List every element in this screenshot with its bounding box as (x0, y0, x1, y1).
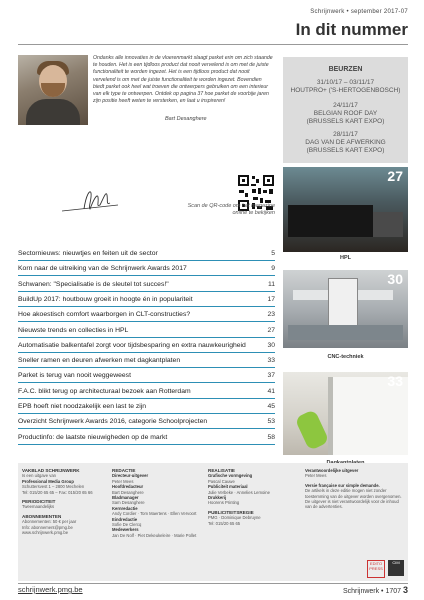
toc-page: 37 (267, 372, 275, 380)
signature-image (60, 183, 130, 219)
dagkant-image (283, 372, 408, 455)
toc-entry[interactable] (18, 309, 275, 322)
page-number: 3 (402, 585, 408, 595)
colophon-text: Info: abonnement@pmg.be (22, 524, 73, 530)
toc-page: 9 (271, 265, 275, 273)
page-info: Schrijnwerk • 1707 (342, 588, 402, 595)
toc-entry[interactable] (18, 355, 275, 368)
toc-page: 5 (271, 250, 275, 257)
colophon-text: De artikels in deze editie mogen niet zonder toestemming van de uitgever worden overgenomen. De uitgever is niet verantwoordelijk voor de inhoud van de advertenties. (305, 488, 402, 510)
colophon-heading: PERIODICITEIT (22, 499, 56, 505)
toc-title: Productinfo: de laatste nieuwigheden op de markt (18, 433, 168, 441)
colophon-role: Eindredactie (112, 516, 138, 522)
toc-page: 17 (267, 295, 275, 303)
toc-entry[interactable] (18, 432, 275, 445)
toc-page: 33 (267, 357, 275, 365)
image-page-number: 33 (387, 373, 403, 389)
beurs-item-3 (283, 131, 408, 155)
author-photo (18, 55, 88, 125)
publication-line: Schrijnwerk • september 2017-07 (310, 9, 408, 15)
colophon-heading: VAKBLAD SCHRIJNWERK (22, 468, 80, 473)
beurs-name: DAG VAN DE AFWERKING (305, 139, 386, 146)
colophon-heading: ABONNEMENTEN (22, 513, 62, 519)
colophon-col-3 (208, 468, 300, 526)
colophon-col-2 (112, 468, 204, 538)
qr-caption: Scan de QR-code om het magazine online te bekijken (187, 203, 275, 216)
colophon-text: Professional Media Group (22, 478, 74, 484)
colophon-text: Schuttersvest 1 – 2800 Mechelen (22, 484, 85, 490)
toc-title: Sneller ramen en deuren afwerken met dagkantplaten (18, 357, 181, 365)
toc-entry[interactable] (18, 294, 275, 307)
toc-entry[interactable] (18, 340, 275, 353)
colophon-text: Andy Cordier · Tom Maertens · Ellen Vervoort (112, 511, 197, 517)
toc-page: 11 (267, 280, 275, 288)
colophon-heading: REDACTIE (112, 468, 136, 473)
colophon-role: Directeur-uitgever (112, 473, 149, 479)
colophon-col-4 (305, 468, 403, 510)
colophon-text: Sofie De Clercq (112, 522, 142, 528)
page-footer (320, 585, 408, 595)
toc-title: F.A.C. blikt terug op architecturaal bezoek aan Rotterdam (18, 387, 191, 395)
colophon-text: Pascal Cauwe (208, 478, 235, 484)
colophon-role: Kernredactie (112, 505, 138, 511)
beurs-name: HOUTPRO+ ('S-HERTOGENBOSCH) (290, 87, 401, 94)
cim-logo: CIM (388, 560, 404, 576)
intro-text: Ondanks alle innovaties in de vloerenmarkt slaagt parket erin om zich staande te houden. Het is een tijdloos product dat nooit vervelend is om met de juiste functionaliteit te worden ingezet. Het is een tijdloos product dat nooit vervelend is om met de juiste functionaliteit te worden ingezet. Bovendien biedt parket ook heel wat troeven die ontwerpers gebruiken om een interieur van elk type te ontwerpen. Ontdek op pagina 37 hoe parket de voorbije jaren zijn positie heeft weten te versterken, en laat u inspireren! (93, 55, 273, 105)
toc-entry[interactable] (18, 263, 275, 276)
colophon-text: Jan De Nolf · Piet Dekeukeleire · Marie Pollet (112, 532, 197, 538)
toc-page: 58 (267, 433, 275, 441)
colophon-role: Drukkerij (208, 495, 227, 501)
beurs-item-2 (283, 102, 408, 126)
toc-page: 45 (267, 403, 275, 410)
colophon-text: Peter Mees (305, 473, 327, 479)
toc-entry[interactable] (18, 248, 275, 261)
toc-entry[interactable] (18, 370, 275, 383)
image-caption-cnc: CNC-techniek (327, 354, 364, 360)
toc-entry[interactable] (18, 401, 275, 414)
colophon-text: PMG · Dominique Debruyne (208, 515, 261, 521)
image-page-number: 27 (387, 168, 403, 184)
toc-title: BuildUp 2017: houtbouw groeit in hoogte én in populariteit (18, 295, 193, 303)
toc-title: Parket is terug van nooit weggeweest (18, 372, 131, 380)
toc-page: 27 (267, 326, 275, 334)
edito-press-logo: EDITO PRESS (367, 560, 385, 578)
toc-entry[interactable] (18, 386, 275, 399)
colophon-text: Tel: 015/20 65 65 – Fax: 015/20 65 66 (22, 489, 93, 495)
beurs-item-1 (283, 79, 408, 95)
image-caption-hpl: HPL (340, 255, 351, 261)
page-title: In dit nummer (295, 20, 408, 39)
colophon-text: Hoorens Printing (208, 500, 240, 506)
beurzen-title: BEURZEN (328, 66, 363, 73)
toc-title: Korn naar de uitreiking van de Schrijnwerk Awards 2017 (18, 265, 187, 273)
website-link[interactable]: schrijnwerk.pmg.be (18, 585, 83, 594)
header-divider (18, 44, 408, 45)
toc-title: Automatisatie balkentafel zorgt voor tijdsbesparing en extra nauwkeurigheid (18, 341, 246, 349)
toc-page: 30 (267, 341, 275, 349)
colophon-text: Bart Desanghere (112, 489, 144, 495)
beurs-place: (BRUSSELS KART EXPO) (306, 118, 385, 125)
colophon-role: Versie française sur simple demande. (305, 482, 380, 488)
toc-title: Hoe akoestisch comfort waarborgen in CLT-constructies? (18, 311, 191, 319)
colophon-role: Bladmanager (112, 495, 139, 501)
colophon-text: Tel: 015/20 65 65 (208, 520, 241, 526)
colophon-text: Julie Verbeke · Annelies Lemoine (208, 489, 270, 495)
beurs-place: (BRUSSELS KART EXPO) (306, 147, 385, 154)
colophon-heading: PUBLICITEITSREGIE (208, 509, 254, 515)
toc-entry[interactable] (18, 279, 275, 292)
toc-page: 23 (267, 311, 275, 319)
colophon-text: Peter Mees (112, 478, 134, 484)
toc-title: Sectornieuws: nieuwtjes en feiten uit de sector (18, 250, 158, 257)
colophon-col-1 (22, 468, 110, 535)
colophon-text: Tweemaandelijks (22, 504, 55, 510)
colophon-heading: REALISATIE (208, 468, 235, 473)
colophon-text: Sam Desanghere (112, 500, 145, 506)
colophon-role: Grafische vormgeving (208, 473, 253, 479)
footer-divider (18, 583, 408, 584)
hpl-image (283, 167, 408, 252)
toc-title: Schwanen: "Specialisatie is de sleutel tot succes!" (18, 280, 169, 288)
toc-entry[interactable] (18, 325, 275, 338)
toc-page: 41 (267, 387, 275, 395)
beurs-dates: 24/11/17 (333, 102, 358, 109)
toc-page: 53 (267, 418, 275, 426)
beurs-dates: 28/11/17 (333, 131, 358, 138)
colophon-role: Publiciteit materiaal (208, 484, 248, 490)
cnc-image (283, 270, 408, 348)
beurs-name: BELGIAN ROOF DAY (313, 110, 378, 117)
toc-entry[interactable] (18, 416, 275, 429)
colophon-text: Is een uitgave van (22, 473, 56, 479)
toc-title: EPB hoeft niet noodzakelijk een last te zijn (18, 403, 147, 410)
toc-title: Overzicht Schrijnwerk Awards 2016, categorie Schoolprojecten (18, 418, 208, 426)
image-page-number: 30 (387, 271, 403, 287)
colophon-text: www.schrijnwerk.pmg.be (22, 530, 69, 536)
intro-author: Bart Desanghere (165, 116, 207, 122)
toc-title: Nieuwste trends en collecties in HPL (18, 326, 129, 334)
colophon-role: Medewerkers (112, 527, 139, 533)
colophon-role: Verantwoordelijke uitgever (305, 468, 359, 473)
beurs-dates: 31/10/17 – 03/11/17 (316, 79, 375, 86)
colophon-role: Hoofdredacteur (112, 484, 144, 490)
colophon-text: Abonnementen: 50 € per jaar (22, 519, 77, 525)
